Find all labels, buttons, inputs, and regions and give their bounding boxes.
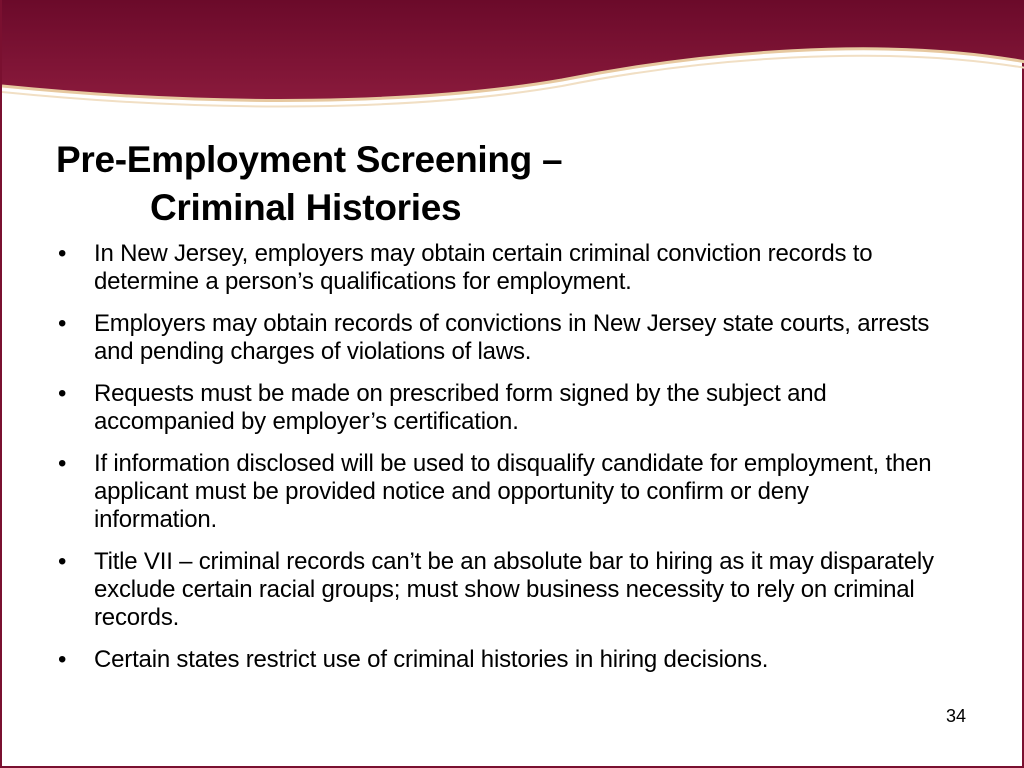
bullet-text: In New Jersey, employers may obtain certain criminal conviction records to determine a person’s qualifications for employment. xyxy=(94,240,873,295)
bullet-dot-icon: • xyxy=(58,450,67,477)
title-line-2: Criminal Histories xyxy=(150,187,462,228)
bullet-text: If information disclosed will be used to disqualify candidate for employment, then applicant must be provided notice and opportunity to confirm or deny information. xyxy=(94,450,932,533)
bullet-dot-icon: • xyxy=(58,240,67,267)
bullet-item xyxy=(56,240,936,296)
bullet-dot-icon: • xyxy=(58,310,67,337)
header-wave-band xyxy=(2,0,1024,120)
bullet-item xyxy=(56,310,936,366)
bullet-item xyxy=(56,548,936,632)
bullet-text: Certain states restrict use of criminal histories in hiring decisions. xyxy=(94,646,769,673)
bullet-dot-icon: • xyxy=(58,646,67,673)
slide-title xyxy=(56,136,562,232)
bullet-list xyxy=(56,240,936,688)
bullet-text: Employers may obtain records of convictions in New Jersey state courts, arrests and pending charges of violations of laws. xyxy=(94,310,930,365)
bullet-item xyxy=(56,450,936,534)
bullet-dot-icon: • xyxy=(58,380,67,407)
page-number: 34 xyxy=(945,706,966,726)
bullet-item xyxy=(56,646,936,674)
bullet-text: Requests must be made on prescribed form signed by the subject and accompanied by employer’s certification. xyxy=(94,380,827,435)
bullet-text: Title VII – criminal records can’t be an absolute bar to hiring as it may disparately exclude certain racial groups; must show business necessity to rely on criminal records. xyxy=(94,548,934,631)
bullet-item xyxy=(56,380,936,436)
title-line-1: Pre-Employment Screening – xyxy=(56,139,563,180)
bullet-dot-icon: • xyxy=(58,548,67,575)
